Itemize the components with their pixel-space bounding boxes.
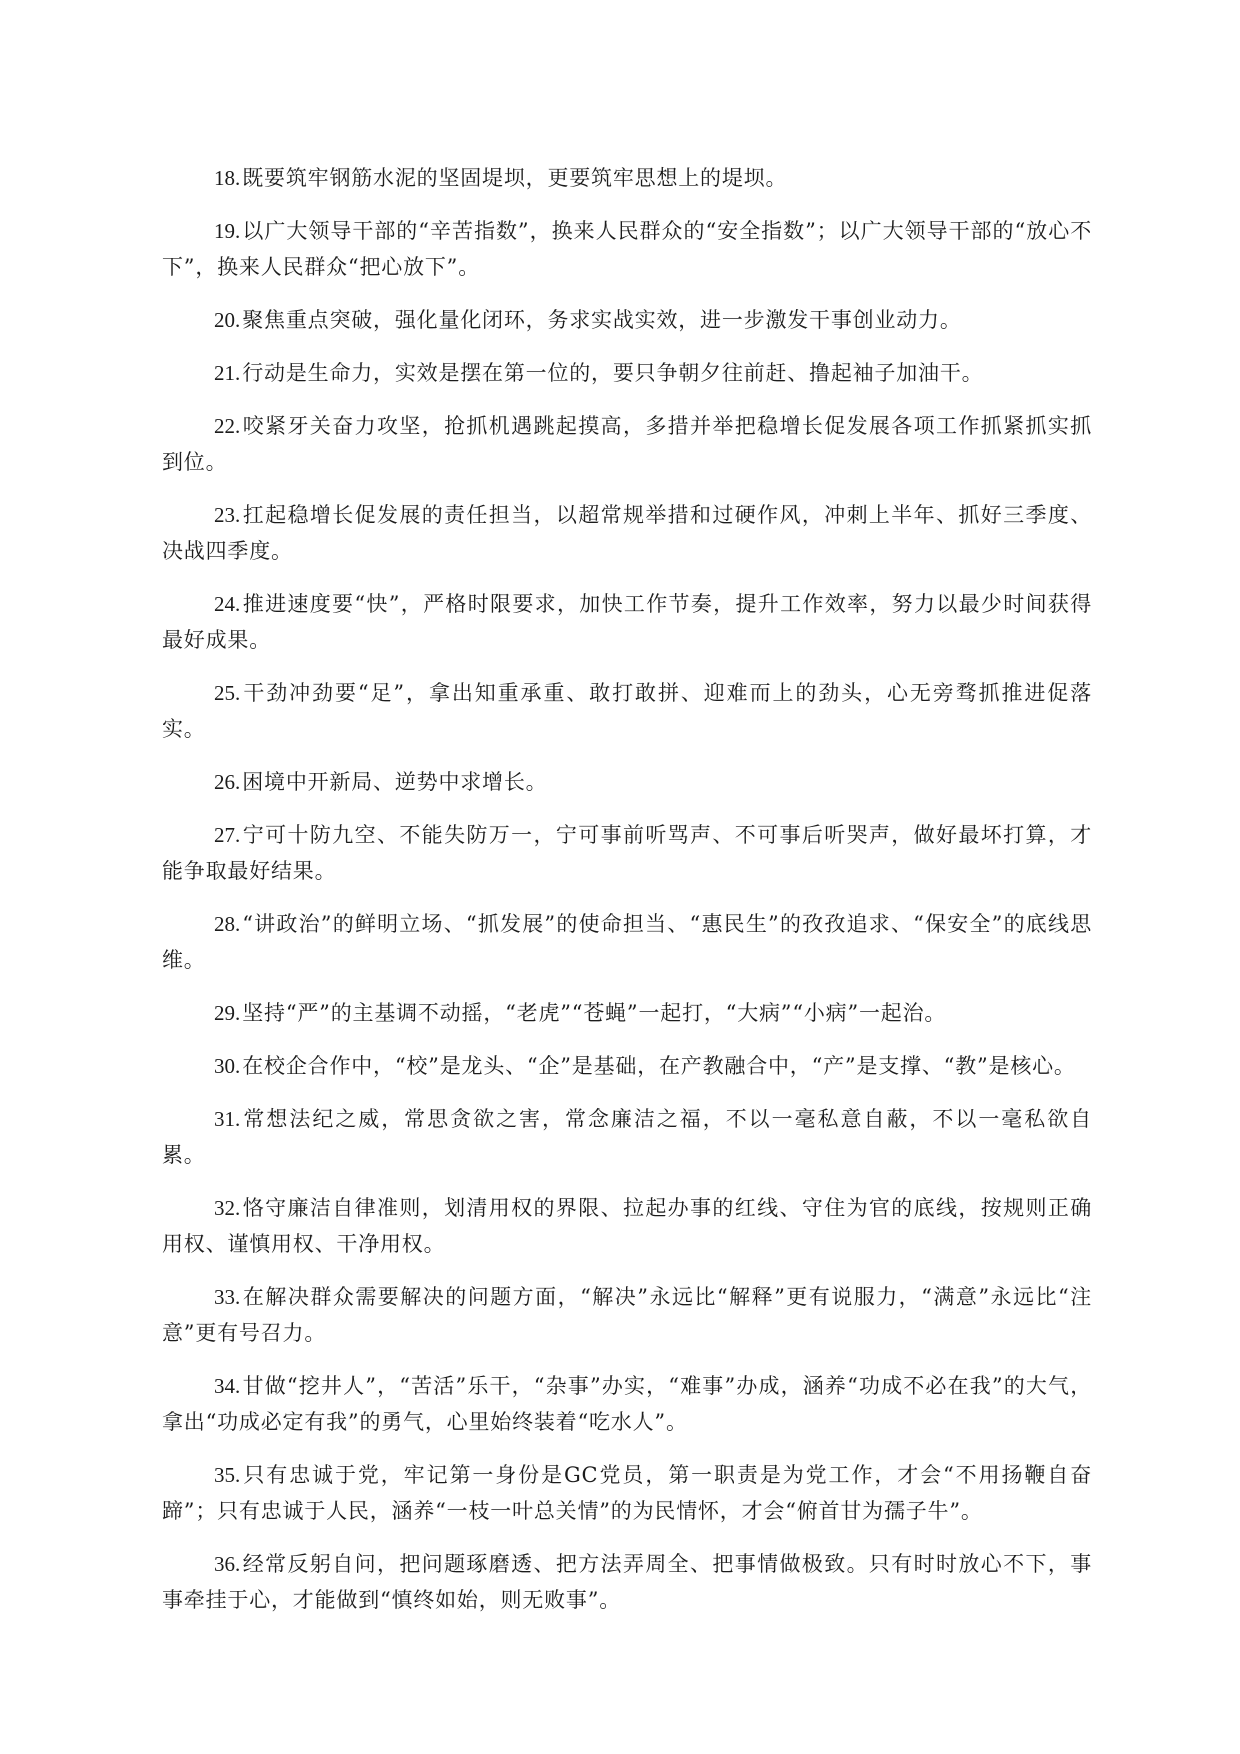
paragraph-26 bbox=[162, 764, 1092, 800]
paragraph-text: 聚焦重点突破，强化量化闭环，务求实战实效，进一步激发干事创业动力。 bbox=[242, 308, 962, 332]
paragraph-34 bbox=[162, 1368, 1092, 1440]
paragraph-24 bbox=[162, 586, 1092, 658]
paragraph-number: 22. bbox=[214, 414, 241, 438]
paragraph-text: 恪守廉洁自律准则，划清用权的界限、拉起办事的红线、守住为官的底线，按规则正确用权、谨慎用权、干净用权。 bbox=[162, 1196, 1092, 1256]
paragraph-text: 坚持“严”的主基调不动摇，“老虎”“苍蝇”一起打，“大病”“小病”一起治。 bbox=[242, 1001, 947, 1025]
paragraph-28 bbox=[162, 906, 1092, 978]
paragraph-19 bbox=[162, 213, 1092, 285]
paragraph-text: 扛起稳增长促发展的责任担当，以超常规举措和过硬作风，冲刺上半年、抓好三季度、决战四季度。 bbox=[162, 503, 1092, 563]
paragraph-36 bbox=[162, 1546, 1092, 1618]
paragraph-number: 32. bbox=[214, 1196, 241, 1220]
paragraph-number: 27. bbox=[214, 823, 241, 847]
paragraph-text: 甘做“挖井人”，“苦活”乐干，“杂事”办实，“难事”办成，涵养“功成不必在我”的大气，拿出“功成必定有我”的勇气，心里始终装着“吃水人”。 bbox=[162, 1374, 1092, 1434]
paragraph-text: 既要筑牢钢筋水泥的坚固堤坝，更要筑牢思想上的堤坝。 bbox=[242, 166, 788, 190]
paragraph-25 bbox=[162, 675, 1092, 747]
paragraph-number: 29. bbox=[214, 1001, 241, 1025]
paragraph-22 bbox=[162, 408, 1092, 480]
paragraph-text: 在校企合作中，“校”是龙头、“企”是基础，在产教融合中，“产”是支撑、“教”是核心。 bbox=[242, 1054, 1076, 1078]
paragraph-number: 19. bbox=[214, 219, 241, 243]
paragraph-number: 20. bbox=[214, 308, 241, 332]
paragraph-text: 常想法纪之威，常思贪欲之害，常念廉洁之福，不以一毫私意自蔽，不以一毫私欲自累。 bbox=[162, 1107, 1092, 1167]
paragraph-number: 25. bbox=[214, 681, 241, 705]
paragraph-number: 30. bbox=[214, 1054, 241, 1078]
paragraph-text: 以广大领导干部的“辛苦指数”，换来人民群众的“安全指数”；以广大领导干部的“放心不下”，换来人民群众“把心放下”。 bbox=[162, 219, 1092, 279]
paragraph-text: “讲政治”的鲜明立场、“抓发展”的使命担当、“惠民生”的孜孜追求、“保安全”的底线思维。 bbox=[162, 912, 1092, 972]
paragraph-30 bbox=[162, 1048, 1092, 1084]
paragraph-text: 困境中开新局、逆势中求增长。 bbox=[242, 770, 548, 794]
paragraph-number: 31. bbox=[214, 1107, 241, 1131]
paragraph-27 bbox=[162, 817, 1092, 889]
paragraph-number: 23. bbox=[214, 503, 241, 527]
paragraph-21 bbox=[162, 355, 1092, 391]
paragraph-text: 咬紧牙关奋力攻坚，抢抓机遇跳起摸高，多措并举把稳增长促发展各项工作抓紧抓实抓到位。 bbox=[162, 414, 1092, 474]
paragraph-text: 干劲冲劲要“足”，拿出知重承重、敢打敢拼、迎难而上的劲头，心无旁骛抓推进促落实。 bbox=[162, 681, 1092, 741]
paragraph-text: 推进速度要“快”，严格时限要求，加快工作节奏，提升工作效率，努力以最少时间获得最好成果。 bbox=[162, 592, 1092, 652]
paragraph-23 bbox=[162, 497, 1092, 569]
paragraph-number: 24. bbox=[214, 592, 241, 616]
paragraph-number: 21. bbox=[214, 361, 241, 385]
paragraph-number: 33. bbox=[214, 1285, 241, 1309]
paragraph-text: 只有忠诚于党，牢记第一身份是GC党员，第一职责是为党工作，才会“不用扬鞭自奋蹄”；只有忠诚于人民，涵养“一枝一叶总关情”的为民情怀，才会“俯首甘为孺子牛”。 bbox=[162, 1463, 1092, 1523]
paragraph-text: 行动是生命力，实效是摆在第一位的，要只争朝夕往前赶、撸起袖子加油干。 bbox=[242, 361, 984, 385]
paragraph-number: 36. bbox=[214, 1552, 241, 1576]
paragraph-20 bbox=[162, 302, 1092, 338]
paragraph-29 bbox=[162, 995, 1092, 1031]
paragraph-33 bbox=[162, 1279, 1092, 1351]
paragraph-number: 28. bbox=[214, 912, 241, 936]
paragraph-18 bbox=[162, 160, 1092, 196]
paragraph-text: 宁可十防九空、不能失防万一，宁可事前听骂声、不可事后听哭声，做好最坏打算，才能争取最好结果。 bbox=[162, 823, 1092, 883]
document-body bbox=[162, 160, 1092, 1635]
paragraph-text: 经常反躬自问，把问题琢磨透、把方法弄周全、把事情做极致。只有时时放心不下，事事牵挂于心，才能做到“慎终如始，则无败事”。 bbox=[162, 1552, 1092, 1612]
paragraph-number: 26. bbox=[214, 770, 241, 794]
paragraph-text: 在解决群众需要解决的问题方面，“解决”永远比“解释”更有说服力，“满意”永远比“注意”更有号召力。 bbox=[162, 1285, 1092, 1345]
paragraph-32 bbox=[162, 1190, 1092, 1262]
paragraph-number: 34. bbox=[214, 1374, 241, 1398]
paragraph-31 bbox=[162, 1101, 1092, 1173]
paragraph-number: 35. bbox=[214, 1463, 241, 1487]
paragraph-number: 18. bbox=[214, 166, 241, 190]
paragraph-35 bbox=[162, 1457, 1092, 1529]
